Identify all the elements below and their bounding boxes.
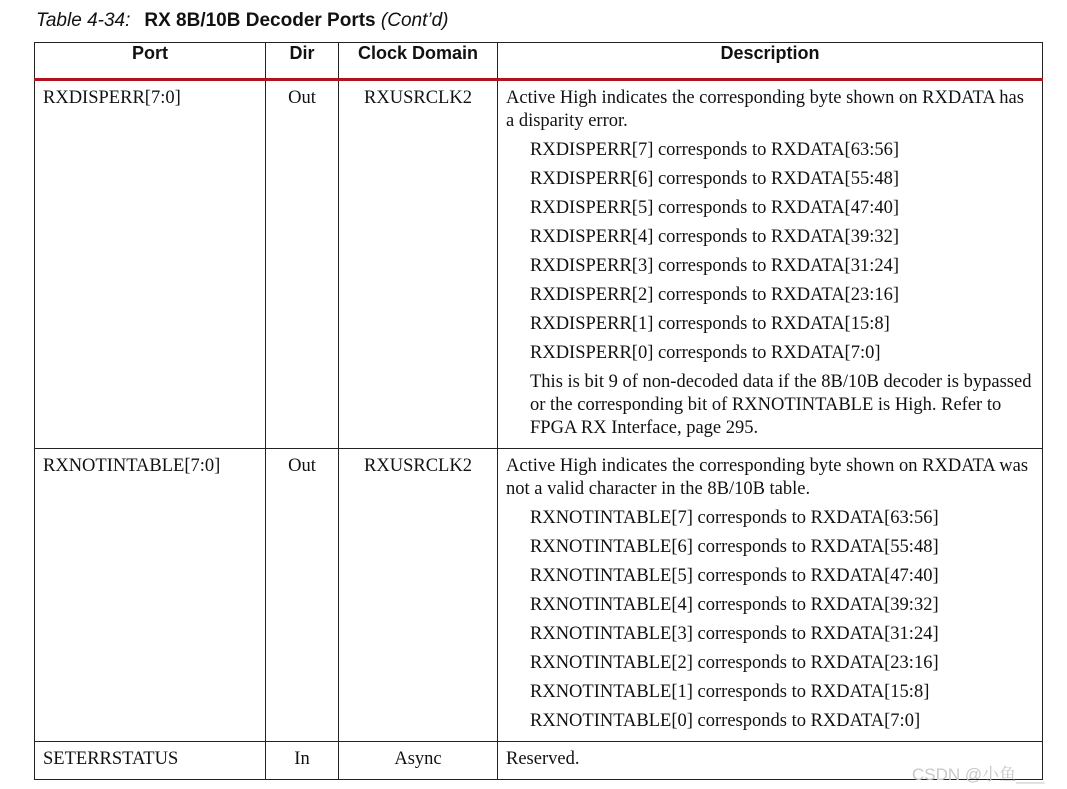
watermark: CSDN @小鱼___: [912, 765, 1045, 784]
table-continued: (Cont’d): [380, 10, 449, 31]
list-item: RXDISPERR[0] corresponds to RXDATA[7:0]: [530, 343, 881, 363]
clock-cell: Async: [339, 742, 498, 780]
list-item: RXDISPERR[5] corresponds to RXDATA[47:40]: [530, 198, 900, 218]
header-description: Description: [498, 43, 1043, 80]
header-row: [35, 43, 1043, 80]
list-item: RXDISPERR[3] corresponds to RXDATA[31:24]: [530, 256, 900, 276]
description-cell: [498, 80, 1043, 449]
header-clock-domain: Clock Domain: [339, 43, 498, 80]
list-item: RXNOTINTABLE[6] corresponds to RXDATA[55:48]: [530, 537, 939, 557]
description-note: This is bit 9 of non-decoded data if the 8B/10B decoder is bypassed or the corresponding bit of RXNOTINTABLE is High. Refer to FPGA RX Interface, page 295.: [530, 372, 1032, 438]
port-cell: RXNOTINTABLE[7:0]: [35, 449, 266, 742]
ports-table: [34, 42, 1043, 780]
list-item: RXDISPERR[4] corresponds to RXDATA[39:32]: [530, 227, 900, 247]
table-caption: [36, 10, 448, 32]
list-item: RXNOTINTABLE[1] corresponds to RXDATA[15:8]: [530, 682, 930, 702]
list-item: RXDISPERR[1] corresponds to RXDATA[15:8]: [530, 314, 890, 334]
port-cell: SETERRSTATUS: [35, 742, 266, 780]
table-row: [35, 742, 1043, 780]
clock-cell: RXUSRCLK2: [339, 80, 498, 449]
header-port: Port: [35, 43, 266, 80]
list-item: RXDISPERR[7] corresponds to RXDATA[63:56]: [530, 140, 900, 160]
list-item: RXNOTINTABLE[4] corresponds to RXDATA[39:32]: [530, 595, 939, 615]
table-row: [35, 449, 1043, 742]
port-cell: RXDISPERR[7:0]: [35, 80, 266, 449]
table-number: Table 4-34:: [36, 10, 131, 31]
list-item: RXNOTINTABLE[3] corresponds to RXDATA[31:24]: [530, 624, 939, 644]
list-item: RXNOTINTABLE[0] corresponds to RXDATA[7:0]: [530, 711, 921, 731]
list-item: RXNOTINTABLE[2] corresponds to RXDATA[23:16]: [530, 653, 939, 673]
table-title: RX 8B/10B Decoder Ports: [144, 10, 376, 31]
table-row: [35, 80, 1043, 449]
dir-cell: In: [266, 742, 339, 780]
clock-cell: RXUSRCLK2: [339, 449, 498, 742]
list-item: RXNOTINTABLE[5] corresponds to RXDATA[47:40]: [530, 566, 939, 586]
list-item: RXDISPERR[6] corresponds to RXDATA[55:48]: [530, 169, 900, 189]
dir-cell: Out: [266, 449, 339, 742]
header-dir: Dir: [266, 43, 339, 80]
description-intro: Active High indicates the corresponding byte shown on RXDATA was not a valid character in the 8B/10B table.: [506, 456, 1029, 499]
list-item: RXDISPERR[2] corresponds to RXDATA[23:16]: [530, 285, 900, 305]
description-cell: Reserved.: [498, 742, 1043, 780]
list-item: RXNOTINTABLE[7] corresponds to RXDATA[63:56]: [530, 508, 939, 528]
description-cell: [498, 449, 1043, 742]
dir-cell: Out: [266, 80, 339, 449]
description-intro: Active High indicates the corresponding byte shown on RXDATA has a disparity error.: [506, 88, 1024, 131]
